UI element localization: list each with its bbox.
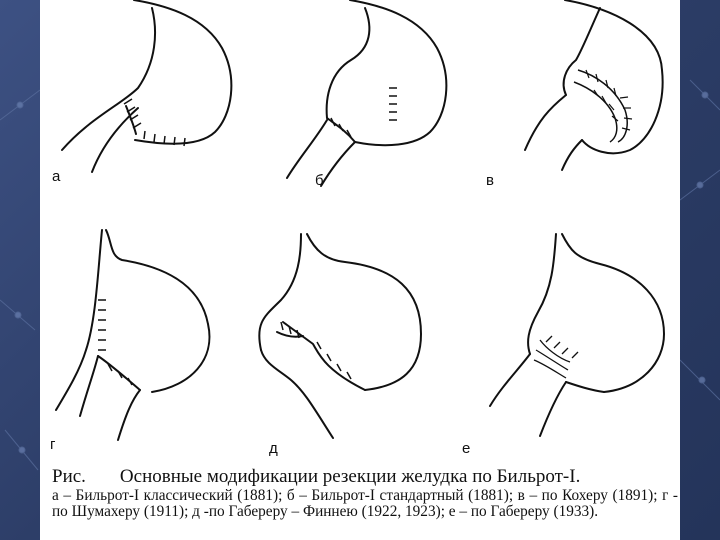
diagram-panel-g <box>40 230 255 460</box>
stomach-drawing-e <box>460 230 680 460</box>
diagram-panel-b <box>255 0 470 230</box>
panel-label-v: в <box>486 172 494 189</box>
stomach-drawing-a <box>40 0 255 230</box>
figure-sheet <box>40 0 680 540</box>
figure-caption-title <box>52 466 672 488</box>
panel-label-d: д <box>269 440 278 457</box>
figure-caption-prefix: Рис. <box>52 466 86 487</box>
diagram-panel-v <box>470 0 680 230</box>
diagram-panel-e <box>460 230 680 460</box>
diagram-panel-a <box>40 0 255 230</box>
figure-caption-body: а – Бильрот-I классический (1881); б – Бильрот-I стандартный (1881); в – по Кохеру (1891); г - по Шумахеру (1911); д -по Габереру – Финнею (1922, 1923); е – по Габереру (1933). <box>52 487 678 520</box>
figure-caption-text: Основные модификации резекции желудка по Бильрот-I. <box>119 466 581 487</box>
panel-label-b: б <box>315 172 324 189</box>
stomach-drawing-d <box>225 230 455 460</box>
stomach-drawing-b <box>255 0 470 230</box>
stomach-drawing-g <box>40 230 255 460</box>
diagram-panel-d <box>225 230 455 460</box>
panel-label-e: е <box>462 440 471 457</box>
stomach-drawing-v <box>470 0 680 230</box>
panel-label-a: а <box>52 168 61 185</box>
panel-label-g: г <box>50 436 56 453</box>
